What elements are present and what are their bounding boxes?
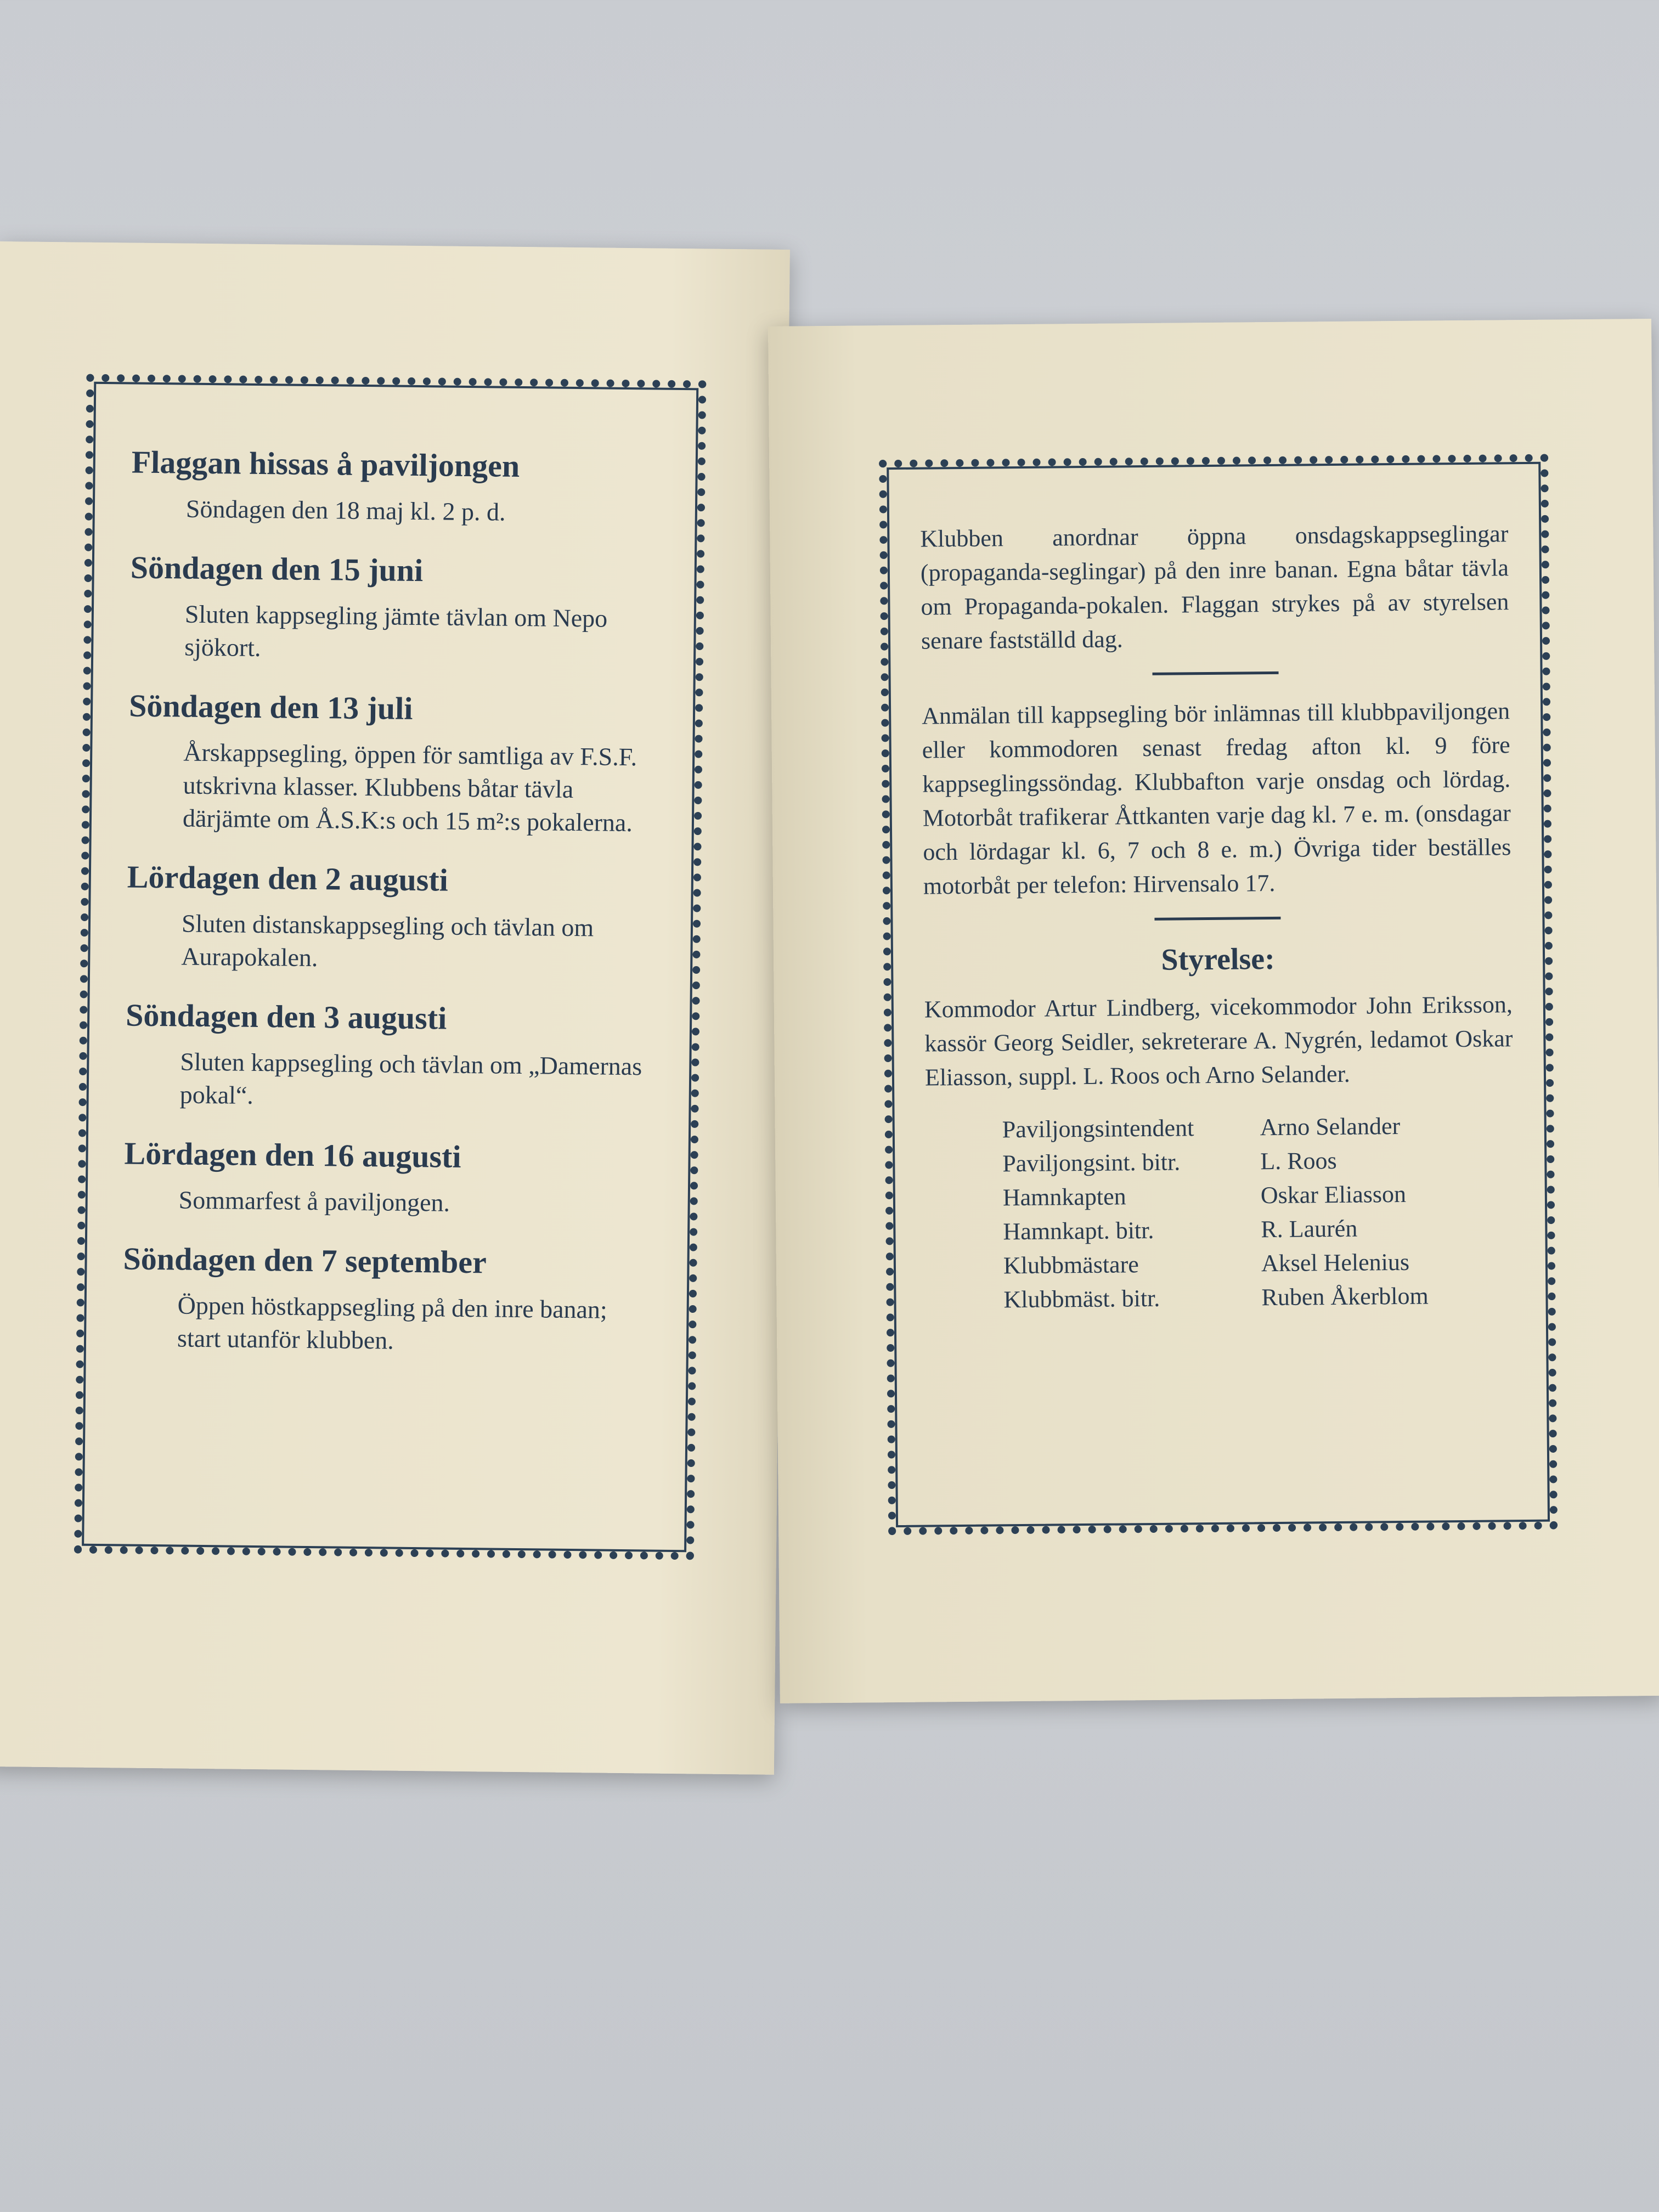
role-name: L. Roos [1260, 1147, 1337, 1175]
role-title: Hamnkapt. bitr. [1003, 1216, 1154, 1245]
divider [1154, 917, 1280, 921]
role-title: Paviljongsintendent [1002, 1114, 1194, 1143]
role-title: Klubbmäst. bitr. [1003, 1284, 1160, 1313]
role-row [1003, 1244, 1515, 1283]
event-2-augusti [126, 857, 655, 978]
event-description: Söndagen den 18 maj kl. 2 p. d. [185, 494, 506, 526]
event-description: Årskappsegling, öppen för samtliga av F.S.F. utskrivna klasser. Klubbens båtar tävla därjämte om Å.S.K:s och 15 m²:s pokalerna. [182, 738, 637, 837]
event-flag-raising [131, 443, 660, 531]
role-name: Arno Selander [1260, 1113, 1401, 1141]
event-description: Sommarfest å paviljongen. [178, 1186, 450, 1217]
event-description: Sluten distanskappsegling och tävlan om Aurapokalen. [181, 909, 594, 972]
event-description: Sluten kappsegling jämte tävlan om Nepo sjökort. [184, 600, 608, 662]
role-name: Oskar Eliasson [1260, 1180, 1407, 1209]
role-title: Klubbmästare [1003, 1251, 1139, 1279]
left-page-frame [74, 374, 706, 1560]
event-heading: Lördagen den 16 augusti [124, 1135, 461, 1175]
role-title: Hamnkapten [1002, 1183, 1126, 1211]
event-heading: Lördagen den 2 augusti [127, 859, 449, 898]
role-name: Ruben Åkerblom [1261, 1282, 1429, 1311]
event-3-augusti [125, 995, 653, 1116]
event-description: Sluten kappsegling och tävlan om „Damernas pokal“. [179, 1047, 642, 1109]
role-title: Paviljongsint. bitr. [1002, 1148, 1181, 1177]
event-description: Öppen höstkappsegling på den inre banan; start utanför klubben. [177, 1291, 608, 1355]
event-heading: Söndagen den 15 juni [130, 549, 424, 589]
event-15-juni [129, 548, 658, 669]
divider [1153, 672, 1279, 675]
roles-list [926, 1108, 1515, 1317]
right-page [768, 319, 1659, 1703]
role-row [1003, 1176, 1515, 1215]
role-row [1003, 1210, 1515, 1249]
event-16-augusti [123, 1133, 652, 1221]
left-page [0, 241, 790, 1775]
registration-paragraph: Anmälan till kappsegling bör inlämnas till klubbpaviljongen eller kommodoren senast fredag afton kl. 9 före kappseglingssöndag. Klubbafton varje onsdag och lördag. Motorbåt trafikerar Åttkanten varje dag kl. 7 e. m. (onsdagar och lördagar kl. 6, 7 och 8 e. m.) Övriga tider beställes motorbåt per telefon: Hirvensalo 17. [921, 697, 1511, 900]
role-row [1002, 1108, 1514, 1147]
event-13-juli [128, 686, 657, 840]
event-heading: Söndagen den 3 augusti [125, 997, 447, 1036]
styrelse-heading: Styrelse: [1161, 941, 1276, 977]
event-heading: Flaggan hissas å paviljongen [131, 444, 520, 484]
role-row [1003, 1278, 1515, 1317]
event-heading: Söndagen den 13 juli [128, 687, 413, 726]
right-page-frame [879, 454, 1558, 1536]
role-name: Aksel Helenius [1261, 1248, 1410, 1277]
role-name: R. Laurén [1261, 1215, 1358, 1243]
propaganda-paragraph: Klubben anordnar öppna onsdagskappseglingar (propaganda-seglingar) på den inre banan. Egna båtar tävla om Propaganda-pokalen. Flaggan strykes på av styrelsen senare fastställd dag. [920, 520, 1509, 654]
role-row [1002, 1142, 1514, 1181]
event-7-september [122, 1239, 651, 1359]
event-heading: Söndagen den 7 september [123, 1240, 487, 1280]
styrelse-paragraph: Kommodor Artur Lindberg, vicekommodor John Eriksson, kassör Georg Seidler, sekreterare A. Nygrén, ledamot Oskar Eliasson, suppl. L. Roos och Arno Selander. [924, 991, 1513, 1091]
